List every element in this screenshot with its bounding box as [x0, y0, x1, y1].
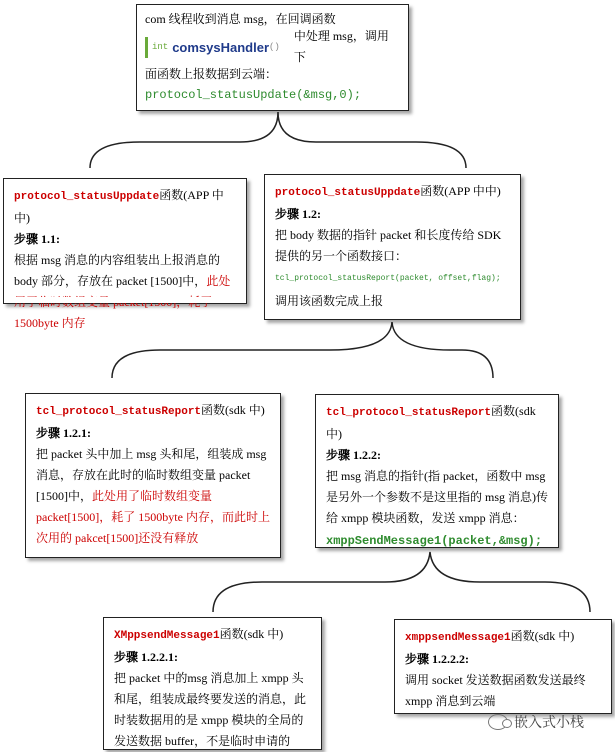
root-handler-row	[145, 30, 400, 64]
node-1-2	[264, 174, 521, 320]
root-code: protocol_statusUpdate(&msg,0);	[145, 88, 362, 102]
node-1-1-clip	[4, 297, 246, 303]
node-1-2-context: 函数(APP 中中)	[420, 184, 501, 198]
node-1-2-text-b: 调用该函数完成上报	[275, 294, 384, 308]
node-1-1-text-red: 此处 1500byte 内存	[14, 274, 231, 330]
node-1-2-2-step: 步骤 1.2.2:	[326, 448, 381, 462]
node-1-2-2-1-function: XMppsendMessage1	[114, 630, 220, 642]
node-1-2-text: 把 body 数据的指针 packet 和长度传给 SDK 提供的另一个函数接口：	[275, 228, 502, 263]
node-1-2-2-1-step: 步骤 1.2.2.1:	[114, 650, 178, 664]
node-1-1	[3, 178, 247, 330]
node-1-2-2-function: tcl_protocol_statusReport	[326, 407, 492, 419]
node-1-1-function: protocol_statusUppdate	[14, 191, 160, 203]
node-1-2-1	[25, 393, 281, 558]
node-1-2-1-context: 函数(sdk 中)	[201, 403, 265, 417]
node-1-2-1-text-red: 此处用了临时数组变量 packet[1500]，耗了 1500byte 内存，而此时上次用的 pakcet[1500]还没有释放	[36, 489, 270, 545]
handler-name: comsysHandler	[172, 39, 270, 55]
root-line2-suffix: 中处理 msg，调用下	[293, 29, 389, 64]
node-1-2-2-2-function: xmppsendMessage1	[405, 632, 511, 644]
brace-n122	[213, 552, 590, 612]
node-1-2-2-context: 函数(sdk 中)	[326, 404, 536, 441]
node-1-1-text: 根据 msg 消息的内容组装出上报消息的 body 部分，存放在 packet [1500]中，	[14, 253, 221, 288]
root-node	[136, 4, 409, 111]
brace-root	[90, 112, 466, 168]
handler-paren: ()	[269, 41, 280, 52]
node-1-2-1-text: 把 packet 头中加上 msg 头和尾，组装成 msg 消息，存放在此时的临时数组变量 packet [1500]中，	[36, 447, 267, 503]
node-1-2-function: protocol_statusUppdate	[275, 187, 421, 199]
handler-chip	[145, 37, 280, 58]
node-1-2-2-2-step: 步骤 1.2.2.2:	[405, 652, 469, 666]
root-line3: 面函数上报数据到云端：	[145, 67, 278, 81]
watermark	[488, 712, 584, 732]
node-1-2-step: 步骤 1.2:	[275, 207, 321, 221]
node-1-2-2-1-text: 把 packet 中的msg 消息加上 xmpp 头和尾，组装成最终要发送的消息，此时装数据用的是 xmpp 模块的全局的发送数据 buffer，不是临时申请的	[114, 671, 307, 748]
handler-keyword: int	[152, 41, 169, 52]
node-1-2-2-2-text: 调用 socket 发送数据函数发送最终 xmpp 消息到云端	[405, 673, 586, 708]
node-1-2-2-2	[394, 619, 612, 714]
node-1-2-code: tcl_protocol_statusReport(packet, offset,flag);	[275, 274, 501, 283]
node-1-2-2-code: xmppSendMessage1(packet,&msg);	[326, 534, 543, 548]
watermark-text: 嵌入式小栈	[514, 714, 584, 730]
wechat-icon	[488, 714, 508, 730]
node-1-1-context: 函数(APP 中中)	[14, 188, 224, 225]
node-1-2-2-2-context: 函数(sdk 中)	[510, 629, 575, 643]
node-1-2-2-1	[103, 617, 322, 750]
node-1-2-2-1-context: 函数(sdk 中)	[219, 627, 284, 641]
node-1-2-1-function: tcl_protocol_statusReport	[36, 406, 202, 418]
node-1-2-1-step: 步骤 1.2.1:	[36, 426, 91, 440]
node-1-2-2-text: 把 msg 消息的指针(指 packet，函数中 msg 是另外一个参数不是这里指的 msg 消息)传给 xmpp 模块函数，发送 xmpp 消息：	[326, 469, 549, 525]
root-line1: com 线程收到消息 msg，在回调函数	[145, 12, 336, 26]
node-1-2-2	[315, 394, 559, 548]
node-1-1-step: 步骤 1.1:	[14, 232, 60, 246]
